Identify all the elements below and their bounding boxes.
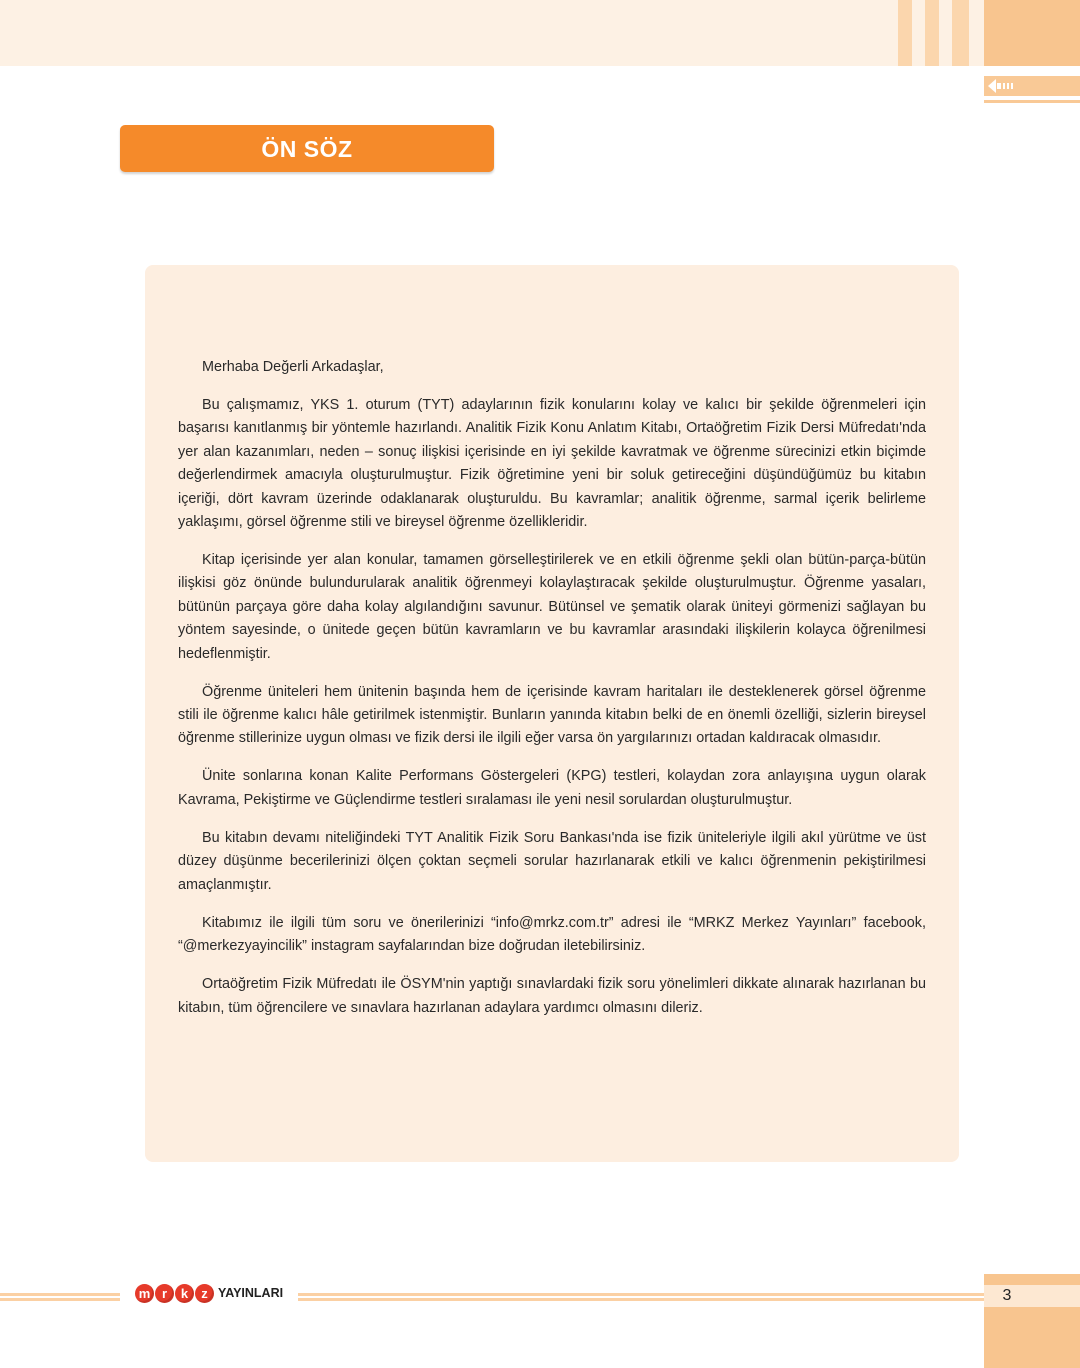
logo-letter: k <box>175 1284 194 1303</box>
top-stripe <box>952 0 969 66</box>
greeting: Merhaba Değerli Arkadaşlar, <box>202 359 384 375</box>
page-number: 3 <box>1002 1287 1012 1304</box>
top-band <box>0 0 1080 66</box>
section-title-box <box>120 125 494 172</box>
paragraph: Ortaöğretim Fizik Müfredatı ile ÖSYM'nin yaptığı sınavlardaki fizik soru yönelimleri dikkate alınarak hazırlanan bu kitabın, tüm öğrencilere ve sınavlara hazırlanan adaylara yardımcı olmasını dileriz. <box>178 976 926 1016</box>
paragraph: Kitabımız ile ilgili tüm soru ve önerilerinizi “info@mrkz.com.tr” adresi ile “MRKZ Merkez Yayınları” facebook, “@merkezyayincilik” instagram sayfalarından bize doğrudan iletebilirsiniz. <box>178 914 926 955</box>
top-stripe <box>898 0 912 66</box>
page-title: ÖN SÖZ <box>261 136 353 162</box>
footer-line-inner <box>298 1296 984 1298</box>
publisher-logo <box>131 1282 287 1304</box>
back-arrow-icon[interactable] <box>988 79 1016 93</box>
paragraph: Kitap içerisinde yer alan konular, tamamen görselleştirilerek ve en etkili öğrenme şekli olan bütün-parça-bütün ilişkisi göz önünde bulundurularak analitik öğrenmeyi kolaylaştıracak şekilde oluşturulmuştur. Öğrenme yasaları, bütünün parçaya göre daha kolay algılandığını savunur. Bütünsel ve şematik olarak üniteyi görmenizi sağlayan bu yöntem sayesinde, o ünitede geçen bütün kavramların ve bu kavramlar arasındaki ilişkilerin kolayca öğrenilmesi hedeflenmiştir. <box>178 552 926 662</box>
preface-text <box>178 356 926 1035</box>
paragraph: Bu çalışmamız, YKS 1. oturum (TYT) adaylarının fizik konularını kolay ve kalıcı bir şekilde öğrenmeleri için başarısı kanıtlanmış bir yöntemle hazırlandı. Analitik Fizik Konu Anlatım Kitabı, Ortaöğretim Fizik Dersi Müfredatı'nda yer alan kazanımları, neden – sonuç ilişkisi içerisinde en iyi şekilde kavratmak ve öğrenme sürecinizi etkin biçimde değerlendirmek amacıyla oluşturulmuştur. Fizik öğretimine yeni bir soluk getireceğini düşündüğümüz bu kitabın içeriği, dört kavram üzerinde odaklanarak oluşturuldu. Bu kavramlar; analitik öğrenme, sarmal içerik belirleme yaklaşımı, görsel öğrenme stili ve bireysel öğrenme özellikleridir. <box>178 397 926 531</box>
paragraph: Öğrenme üniteleri hem ünitenin başında hem de içerisinde kavram haritaları ile desteklenerek görsel öğrenme stili ile öğrenme kalıcı hâle getirilmek istenmiştir. Bunların yanında kitabın belki de en önemli özelliği, sizlerin bireysel öğrenme stillerinize uygun olması ve fizik dersi ile ilgili eğer varsa ön yargılarınızı ortadan kaldıracak olmasıdır. <box>178 683 926 747</box>
logo-letter: m <box>135 1284 154 1303</box>
top-stripe <box>925 0 939 66</box>
paragraph: Bu kitabın devamı niteliğindeki TYT Analitik Fizik Soru Bankası'nda ise fizik üniteleriyle ilgili akıl yürütme ve üst düzey düşünme becerilerinizi ölçen çoktan seçmeli sorular hazırlanarak etkili ve kalıcı öğrenmenin pekiştirilmesi amaçlanmıştır. <box>178 829 926 893</box>
paragraph: Ünite sonlarına konan Kalite Performans Göstergeleri (KPG) testleri, kolaydan zora anlayışına uygun olarak Kavrama, Pekiştirme ve Güçlendirme testleri sıralaması ile yeni nesil sorulardan oluşturulmuştur. <box>178 768 926 808</box>
logo-text: YAYINLARI <box>218 1286 284 1300</box>
corner-block <box>984 0 1080 66</box>
logo-letter: r <box>155 1284 174 1303</box>
nav-tab-underline <box>984 100 1080 103</box>
footer-line-inner <box>0 1296 120 1298</box>
logo-letter: z <box>195 1284 214 1303</box>
